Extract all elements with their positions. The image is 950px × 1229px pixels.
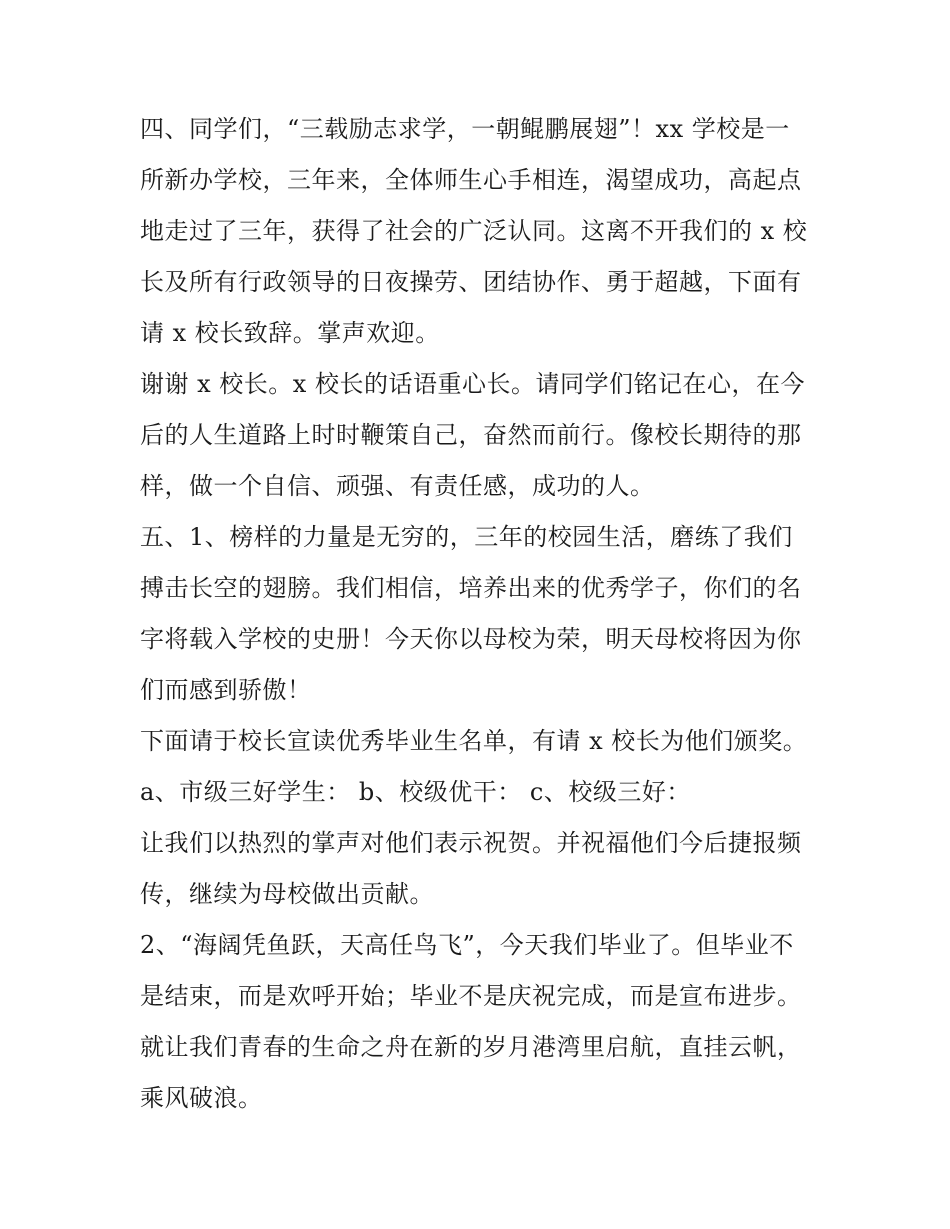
text-line: 长及所有行政领导的日夜操劳、团结协作、勇于超越，下面有 xyxy=(140,268,802,296)
text-line: 字将载入学校的史册！今天你以母校为荣，明天母校将因为你 xyxy=(140,625,802,653)
text-line: 让我们以热烈的掌声对他们表示祝贺。并祝福他们今后捷报频 xyxy=(140,829,802,857)
text-line: 地走过了三年，获得了社会的广泛认同。这离不开我们的 x 校 xyxy=(140,217,808,245)
text-line: 谢谢 x 校长。x 校长的话语重心长。请同学们铭记在心，在今 xyxy=(140,370,805,398)
paragraph-intro-principal xyxy=(140,104,820,359)
paragraph-thanks-principal xyxy=(140,359,820,512)
text-line: 五、1、榜样的力量是无穷的，三年的校园生活，磨练了我们 xyxy=(140,523,793,551)
paragraph-congratulations xyxy=(140,818,820,920)
text-line: 是结束，而是欢呼开始；毕业不是庆祝完成，而是宣布进步。 xyxy=(140,982,802,1010)
text-line: 就让我们青春的生命之舟在新的岁月港湾里启航，直挂云帆， xyxy=(140,1033,802,1061)
text-line: a、市级三好学生： b、校级优干： c、校级三好： xyxy=(140,778,691,806)
text-line: 传，继续为母校做出贡献。 xyxy=(140,880,434,908)
text-line: 下面请于校长宣读优秀毕业生名单，有请 x 校长为他们颁奖。 xyxy=(140,727,808,755)
text-line: 样，做一个自信、顽强、有责任感，成功的人。 xyxy=(140,472,655,500)
text-line: 四、同学们，“三载励志求学，一朝鲲鹏展翅”！xx 学校是一 xyxy=(140,115,790,143)
text-line: 所新办学校，三年来，全体师生心手相连，渴望成功，高起点 xyxy=(140,166,802,194)
document-body xyxy=(140,104,820,1124)
paragraph-graduation xyxy=(140,920,820,1124)
text-line: 请 x 校长致辞。掌声欢迎。 xyxy=(140,319,440,347)
text-line: 后的人生道路上时时鞭策自己，奋然而前行。像校长期待的那 xyxy=(140,421,802,449)
paragraph-award-list-intro xyxy=(140,716,820,767)
paragraph-award-categories xyxy=(140,767,820,818)
text-line: 乘风破浪。 xyxy=(140,1084,263,1112)
text-line: 们而感到骄傲！ xyxy=(140,676,312,704)
text-line: 搏击长空的翅膀。我们相信，培养出来的优秀学子，你们的名 xyxy=(140,574,802,602)
text-line: 2、“海阔凭鱼跃，天高任鸟飞”，今天我们毕业了。但毕业不 xyxy=(140,931,794,959)
paragraph-role-models xyxy=(140,512,820,716)
